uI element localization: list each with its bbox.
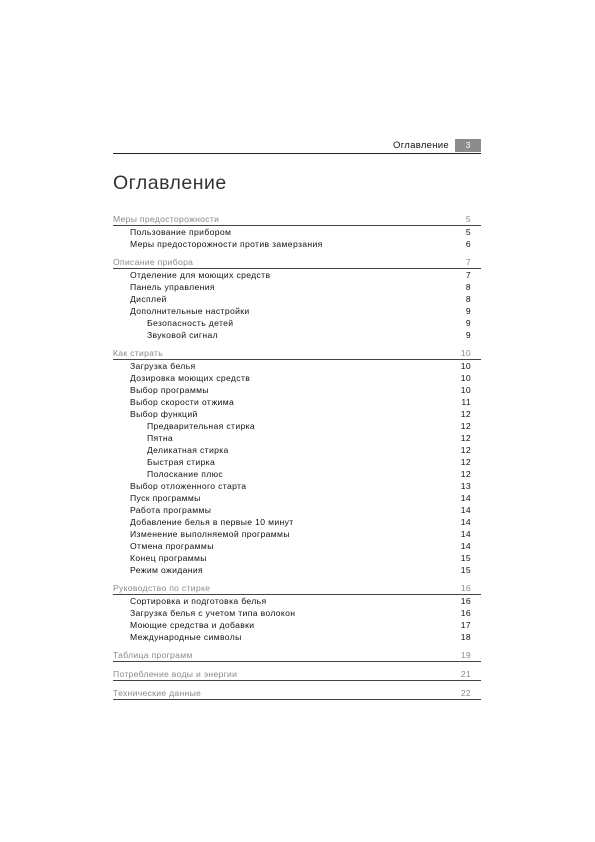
toc-entry-page: 12 xyxy=(460,445,471,455)
toc-entry-page: 9 xyxy=(465,318,471,328)
page-title: Оглавление xyxy=(113,172,227,194)
toc-entry[interactable] xyxy=(113,329,481,341)
toc-entry[interactable] xyxy=(113,408,481,420)
toc-section[interactable] xyxy=(113,347,481,360)
toc-entry-page: 16 xyxy=(460,608,471,618)
toc-entry-page: 11 xyxy=(461,397,471,407)
toc-entry-label: Загрузка белья с учетом типа волокон xyxy=(130,608,296,618)
toc-entry-label: Выбор скорости отжима xyxy=(130,397,235,407)
toc-entry-label: Сортировка и подготовка белья xyxy=(130,596,267,606)
toc-entry-label: Выбор программы xyxy=(130,385,209,395)
toc-section-page: 19 xyxy=(460,650,471,660)
toc-entry[interactable] xyxy=(113,226,481,238)
toc-entry[interactable] xyxy=(113,444,481,456)
toc-entry-page: 5 xyxy=(465,227,471,237)
toc-entry-page: 16 xyxy=(460,596,471,606)
toc-entry-label: Звуковой сигнал xyxy=(147,330,218,340)
toc-entry[interactable] xyxy=(113,396,481,408)
toc-section-title: Руководство по стирке xyxy=(113,583,211,593)
toc-entry-page: 10 xyxy=(460,385,471,395)
toc-entry[interactable] xyxy=(113,564,481,576)
toc-entry-label: Панель управления xyxy=(130,282,215,292)
toc-entry-page: 12 xyxy=(460,409,471,419)
toc-entry[interactable] xyxy=(113,432,481,444)
toc-entry-page: 18 xyxy=(460,632,471,642)
toc-entry[interactable] xyxy=(113,595,481,607)
toc-entry[interactable] xyxy=(113,528,481,540)
toc-entry-page: 14 xyxy=(460,517,471,527)
toc-entry[interactable] xyxy=(113,317,481,329)
toc-entry-page: 10 xyxy=(460,361,471,371)
toc-section-title: Описание прибора xyxy=(113,257,194,267)
toc-entry-page: 14 xyxy=(460,529,471,539)
toc-entry-label: Моющие средства и добавки xyxy=(130,620,255,630)
toc-entry-label: Пятна xyxy=(147,433,174,443)
toc-entry-label: Добавление белья в первые 10 минут xyxy=(130,517,294,527)
toc-entry-label: Международные символы xyxy=(130,632,242,642)
toc-section-page: 5 xyxy=(465,214,471,224)
toc-entry-page: 6 xyxy=(465,239,471,249)
toc-entry-page: 14 xyxy=(460,493,471,503)
toc-entry[interactable] xyxy=(113,420,481,432)
toc-entry-label: Деликатная стирка xyxy=(147,445,229,455)
toc-entry[interactable] xyxy=(113,269,481,281)
toc-entry-page: 12 xyxy=(460,469,471,479)
toc-entry[interactable] xyxy=(113,305,481,317)
toc-section[interactable] xyxy=(113,649,481,662)
toc-section[interactable] xyxy=(113,668,481,681)
toc-entry[interactable] xyxy=(113,504,481,516)
toc-entry-page: 15 xyxy=(460,565,471,575)
toc-entry-label: Пользование прибором xyxy=(130,227,232,237)
toc-section-page: 21 xyxy=(460,669,471,679)
toc-entry[interactable] xyxy=(113,631,481,643)
toc-section-page: 7 xyxy=(465,257,471,267)
toc-entry[interactable] xyxy=(113,372,481,384)
toc-entry-label: Дозировка моющих средств xyxy=(130,373,251,383)
toc-section-title: Меры предосторожности xyxy=(113,214,220,224)
toc-entry-page: 17 xyxy=(460,620,471,630)
toc-entry-label: Пуск программы xyxy=(130,493,201,503)
toc-section[interactable] xyxy=(113,687,481,700)
toc-entry-label: Изменение выполняемой программы xyxy=(130,529,290,539)
toc-section-title: Технические данные xyxy=(113,688,202,698)
toc-entry-label: Режим ожидания xyxy=(130,565,204,575)
toc-entry-label: Отмена программы xyxy=(130,541,214,551)
toc-entry-page: 7 xyxy=(465,270,471,280)
toc-entry-label: Быстрая стирка xyxy=(147,457,216,467)
toc-entry[interactable] xyxy=(113,238,481,250)
toc-entry-page: 8 xyxy=(465,294,471,304)
toc-entry-page: 15 xyxy=(460,553,471,563)
toc-section-page: 10 xyxy=(460,348,471,358)
toc-entry[interactable] xyxy=(113,360,481,372)
toc-entry[interactable] xyxy=(113,516,481,528)
toc-entry[interactable] xyxy=(113,480,481,492)
toc-entry-label: Предварительная стирка xyxy=(147,421,256,431)
toc-section-title: Потребление воды и энергии xyxy=(113,669,238,679)
toc-entry-page: 14 xyxy=(460,505,471,515)
toc-section-page: 22 xyxy=(460,688,471,698)
toc-entry-page: 12 xyxy=(460,457,471,467)
toc-entry[interactable] xyxy=(113,540,481,552)
toc-entry-label: Меры предосторожности против замерзания xyxy=(130,239,323,249)
toc-section-page: 16 xyxy=(460,583,471,593)
toc-entry-page: 13 xyxy=(460,481,471,491)
toc-entry-page: 9 xyxy=(465,330,471,340)
toc-entry-page: 12 xyxy=(460,421,471,431)
running-header xyxy=(113,139,481,154)
toc-entry[interactable] xyxy=(113,552,481,564)
toc-entry-label: Выбор функций xyxy=(130,409,198,419)
toc-entry-page: 8 xyxy=(465,282,471,292)
toc-entry-page: 12 xyxy=(460,433,471,443)
toc-entry[interactable] xyxy=(113,281,481,293)
toc-entry-page: 14 xyxy=(460,541,471,551)
toc-section[interactable] xyxy=(113,256,481,269)
toc-entry[interactable] xyxy=(113,293,481,305)
toc-entry-label: Конец программы xyxy=(130,553,207,563)
toc-entry-label: Полоскание плюс xyxy=(147,469,224,479)
toc-section[interactable] xyxy=(113,582,481,595)
toc-entry[interactable] xyxy=(113,607,481,619)
toc-entry-label: Загрузка белья xyxy=(130,361,196,371)
toc-entry[interactable] xyxy=(113,468,481,480)
toc-section-title: Как стирать xyxy=(113,348,164,358)
toc-entry[interactable] xyxy=(113,384,481,396)
toc-entry[interactable] xyxy=(113,492,481,504)
header-title: Оглавление xyxy=(393,140,449,151)
toc-entry[interactable] xyxy=(113,456,481,468)
toc-entry-label: Работа программы xyxy=(130,505,212,515)
toc-entry-label: Дополнительные настройки xyxy=(130,306,250,316)
toc-entry-page: 9 xyxy=(465,306,471,316)
toc-entry-label: Отделение для моющих средств xyxy=(130,270,271,280)
table-of-contents xyxy=(113,213,481,700)
toc-entry-label: Дисплей xyxy=(130,294,167,304)
toc-section[interactable] xyxy=(113,213,481,226)
toc-entry[interactable] xyxy=(113,619,481,631)
toc-entry-label: Выбор отложенного старта xyxy=(130,481,247,491)
header-page-number: 3 xyxy=(455,139,481,152)
toc-section-title: Таблица программ xyxy=(113,650,193,660)
toc-entry-page: 10 xyxy=(460,373,471,383)
toc-entry-label: Безопасность детей xyxy=(147,318,234,328)
